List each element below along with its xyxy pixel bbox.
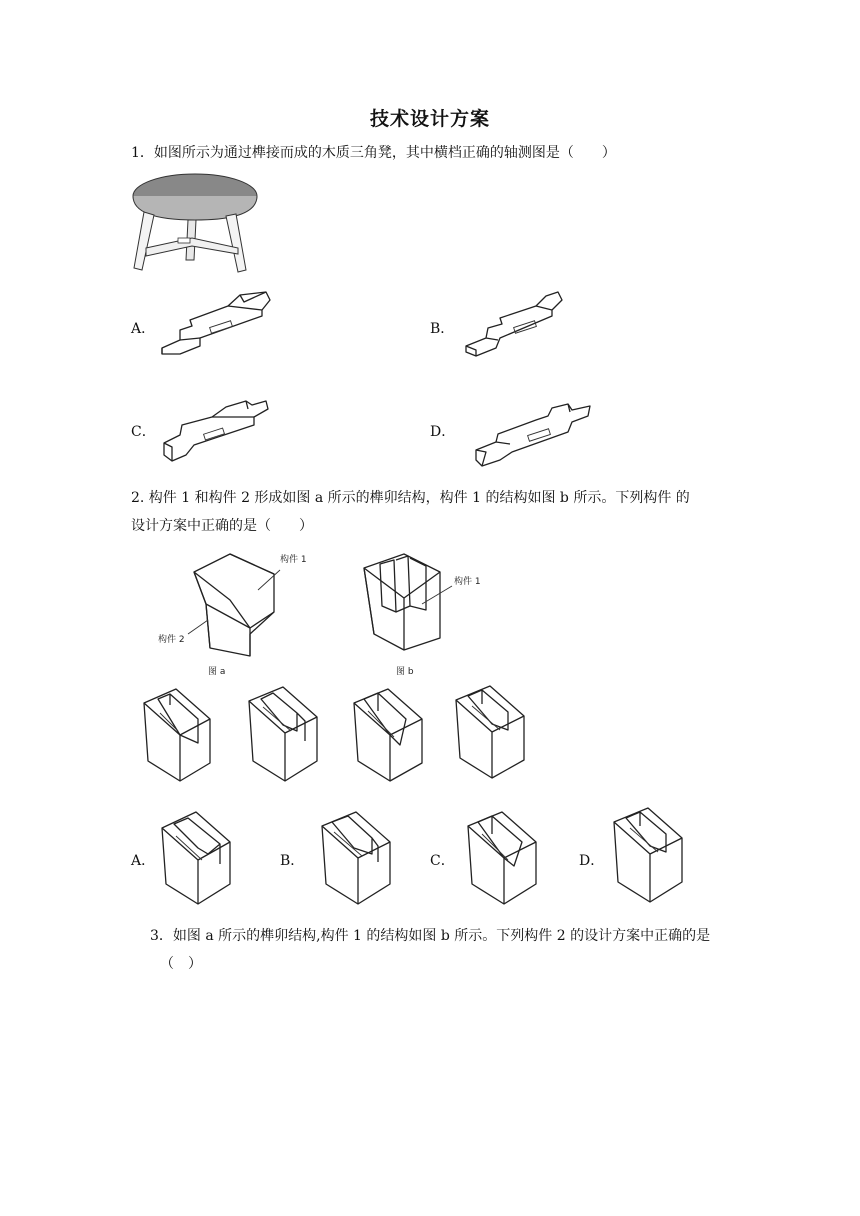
q1-option-d-label: D．: [430, 424, 456, 440]
stool-illustration: [128, 168, 263, 278]
q2-row1-figure-1: [140, 685, 220, 785]
q1-option-a-label: A．: [131, 321, 156, 337]
fig-a-label-part-2: 构件 2: [158, 635, 185, 645]
figure-b: [360, 548, 510, 683]
fig-a-caption: 图 a: [208, 667, 226, 677]
fig-a-label-part-1: 构件 1: [280, 555, 307, 565]
q2-option-a-label: A．: [131, 853, 156, 869]
q2-option-b-figure: [318, 808, 398, 908]
q1-option-a-figure: [160, 290, 275, 360]
q1-option-b-figure: [462, 290, 577, 360]
q2-option-d-figure: [610, 804, 690, 904]
q2-option-b-label: B．: [280, 853, 305, 869]
q2-row1-figure-2: [245, 685, 325, 785]
question-3-text-line-2: （ ）: [160, 956, 202, 972]
question-1-text: 1．如图所示为通过榫接而成的木质三角凳，其中横档正确的轴测图是（ ）: [131, 145, 616, 161]
q1-option-d-figure: [472, 398, 597, 468]
q2-option-d-label: D．: [579, 853, 605, 869]
figure-a: [150, 548, 320, 683]
q2-option-c-figure: [464, 808, 544, 908]
question-2-text-line-2: 设计方案中正确的是（ ）: [131, 518, 313, 534]
fig-b-label-part-1: 构件 1: [454, 577, 481, 587]
q2-row1-figure-4: [452, 682, 532, 782]
question-3-text-line-1: 3．如图 a 所示的榫卯结构,构件 1 的结构如图 b 所示。下列构件 2 的设计方案中正确的是: [150, 928, 711, 944]
q2-option-c-label: C．: [430, 853, 455, 869]
q1-option-b-label: B．: [430, 321, 455, 337]
question-2-text-line-1: 2. 构件 1 和构件 2 形成如图 a 所示的榫卯结构，构件 1 的结构如图 b 所示。下列构件 的: [131, 490, 690, 506]
q2-row1-figure-3: [350, 685, 430, 785]
q1-option-c-figure: [160, 395, 275, 465]
fig-b-caption: 图 b: [396, 667, 414, 677]
q1-option-c-label: C．: [131, 424, 156, 440]
page-title: 技术设计方案: [369, 108, 490, 130]
q2-option-a-figure: [158, 808, 238, 908]
